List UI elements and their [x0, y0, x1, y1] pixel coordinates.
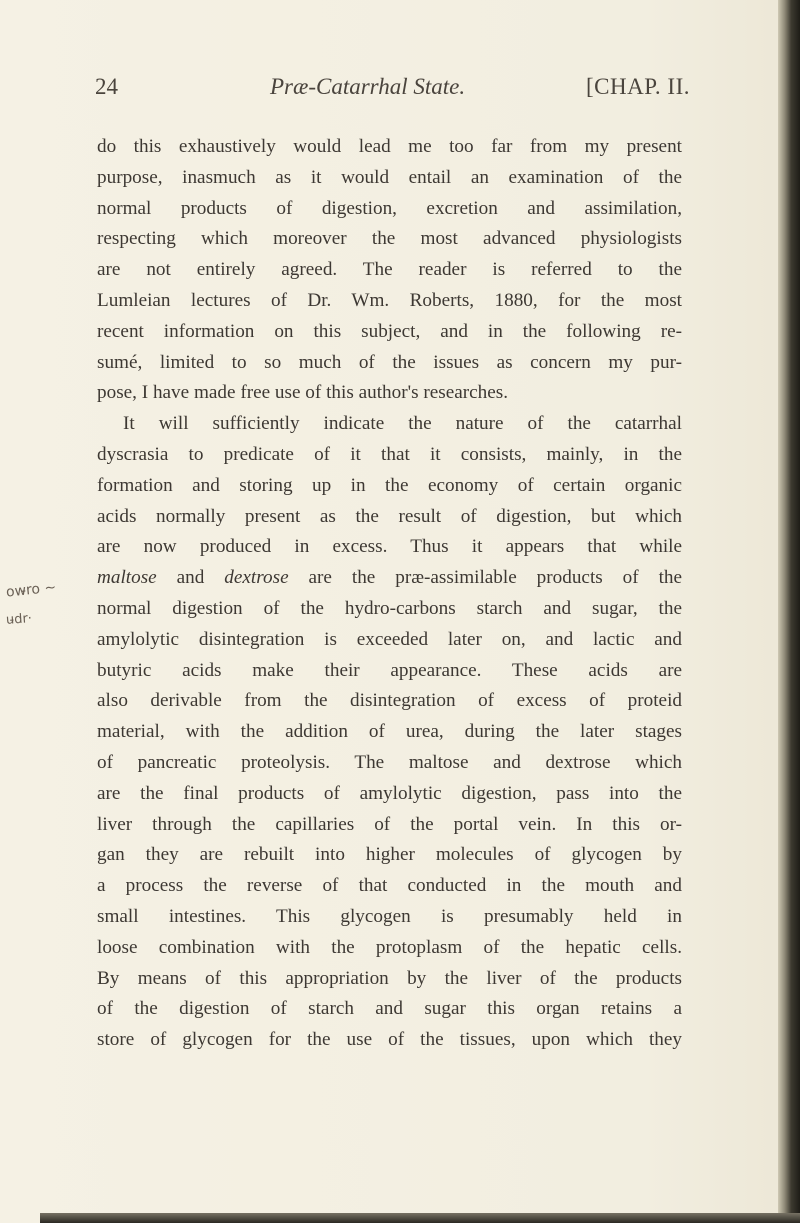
- text-line: loose combination with the protoplasm of the hepatic cells.: [97, 936, 682, 958]
- text-fragment: and: [176, 567, 205, 589]
- text-line: of the digestion of starch and sugar this organ retains a: [97, 998, 682, 1020]
- text-line: small intestines. This glycogen is presumably held in: [97, 905, 682, 927]
- text-line: liver through the capillaries of the portal vein. In this or-: [97, 813, 682, 835]
- text-line: do this exhaustively would lead me too far from my present: [97, 136, 682, 157]
- text-line: respecting which moreover the most advanced physiologists: [97, 228, 682, 250]
- text-line: acids normally present as the result of digestion, but which: [97, 505, 682, 527]
- text-line: dyscrasia to predicate of it that it consists, mainly, in the: [97, 443, 682, 465]
- text-line: Lumleian lectures of Dr. Wm. Roberts, 1880, for the most: [97, 289, 682, 311]
- text-line: recent information on this subject, and in the following re-: [97, 320, 682, 342]
- text-line: butyric acids make their appearance. These acids are: [97, 659, 682, 681]
- text-line: material, with the addition of urea, during the later stages: [97, 721, 682, 743]
- page-bottom-edge: [40, 1213, 800, 1223]
- text-line: are the final products of amylolytic digestion, pass into the: [97, 782, 682, 804]
- book-spine-shadow: [778, 0, 800, 1223]
- italic-term: maltose: [97, 567, 157, 589]
- text-line: gan they are rebuilt into higher molecules of glycogen by: [97, 844, 682, 866]
- body-text: [97, 132, 682, 1056]
- page-number: 24: [95, 74, 118, 99]
- text-line: amylolytic disintegration is exceeded later on, and lactic and: [97, 628, 682, 650]
- text-line: normal products of digestion, excretion and assimilation,: [97, 197, 682, 219]
- text-line-mixed: [97, 563, 682, 594]
- text-line: are not entirely agreed. The reader is referred to the: [97, 259, 682, 281]
- running-header: [95, 74, 690, 106]
- text-line: of pancreatic proteolysis. The maltose and dextrose which: [97, 751, 682, 773]
- text-line: formation and storing up in the economy of certain organic: [97, 474, 682, 496]
- chapter-marker: [CHAP. II.: [585, 74, 690, 99]
- text-line: sumé, limited to so much of the issues as concern my pur-: [97, 351, 682, 373]
- text-line: store of glycogen for the use of the tissues, upon which they: [97, 1029, 682, 1051]
- text-fragment: are the præ-assimilable products of the: [308, 567, 683, 589]
- italic-term: dextrose: [224, 567, 289, 589]
- text-line: purpose, inasmuch as it would entail an examination of the: [97, 166, 682, 188]
- text-line: It will sufficiently indicate the nature of the catarrhal: [123, 413, 682, 435]
- text-line: By means of this appropriation by the liver of the products: [97, 967, 682, 989]
- text-line: are now produced in excess. Thus it appears that while: [97, 536, 682, 558]
- handwritten-margin-note: u̵dr·: [5, 611, 33, 628]
- text-line: normal digestion of the hydro-carbons starch and sugar, the: [97, 597, 682, 619]
- text-line: a process the reverse of that conducted in the mouth and: [97, 875, 682, 897]
- running-title: Præ-Catarrhal State.: [270, 74, 466, 99]
- text-line: pose, I have made free use of this author's researches.: [97, 382, 509, 404]
- text-line: also derivable from the disintegration of excess of proteid: [97, 690, 682, 712]
- handwritten-margin-note: ow̵ro ~: [5, 579, 57, 601]
